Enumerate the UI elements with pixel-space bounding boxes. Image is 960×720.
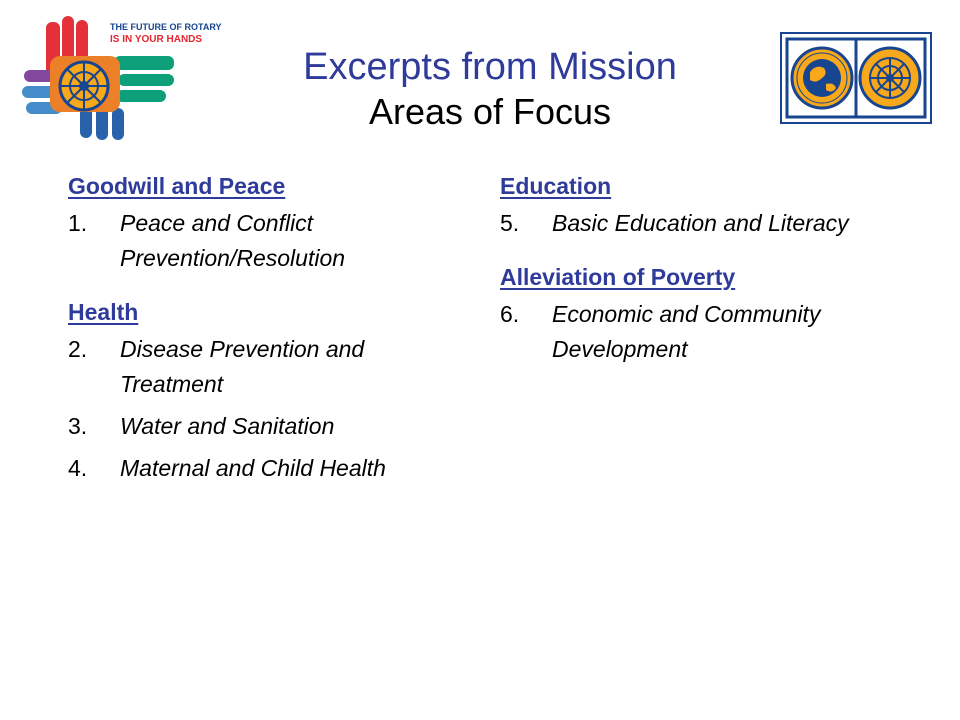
left-column <box>68 170 458 506</box>
list-item <box>68 206 458 276</box>
list-item <box>68 451 458 486</box>
list-item <box>68 332 458 402</box>
focus-group-health <box>68 296 458 486</box>
focus-group-education <box>500 170 890 241</box>
list-item <box>68 409 458 444</box>
section-heading: Education <box>500 173 612 199</box>
section-heading: Alleviation of Poverty <box>500 264 736 290</box>
item-text: Basic Education and Literacy <box>552 210 849 236</box>
logo-line-1: THE FUTURE OF ROTARY <box>110 22 222 32</box>
item-text: Disease Prevention and Treatment <box>120 336 365 397</box>
item-number: 1. <box>68 210 88 236</box>
future-of-rotary-logo <box>20 12 240 142</box>
rotary-seals-icon <box>780 32 932 124</box>
focus-group-goodwill <box>68 170 458 276</box>
title-block <box>230 44 750 134</box>
right-column <box>500 170 890 387</box>
rotary-foundation-logo <box>780 32 932 124</box>
logo-line-2: IS IN YOUR HANDS <box>110 34 203 45</box>
hands-wheel-icon <box>20 12 240 142</box>
item-text: Maternal and Child Health <box>120 455 386 481</box>
section-heading: Health <box>68 299 139 325</box>
item-number: 6. <box>500 301 520 327</box>
item-text: Water and Sanitation <box>120 413 335 439</box>
item-text: Economic and Community Development <box>552 301 821 362</box>
focus-group-poverty <box>500 261 890 367</box>
item-number: 2. <box>68 336 88 362</box>
item-number: 5. <box>500 210 520 236</box>
page-title: Excerpts from Mission <box>303 46 677 88</box>
page-subtitle: Areas of Focus <box>368 91 612 132</box>
list-item <box>500 297 890 367</box>
item-number: 3. <box>68 413 88 439</box>
item-text: Peace and Conflict Prevention/Resolution <box>120 210 346 271</box>
list-item <box>500 206 890 241</box>
item-number: 4. <box>68 455 88 481</box>
section-heading: Goodwill and Peace <box>68 173 286 199</box>
